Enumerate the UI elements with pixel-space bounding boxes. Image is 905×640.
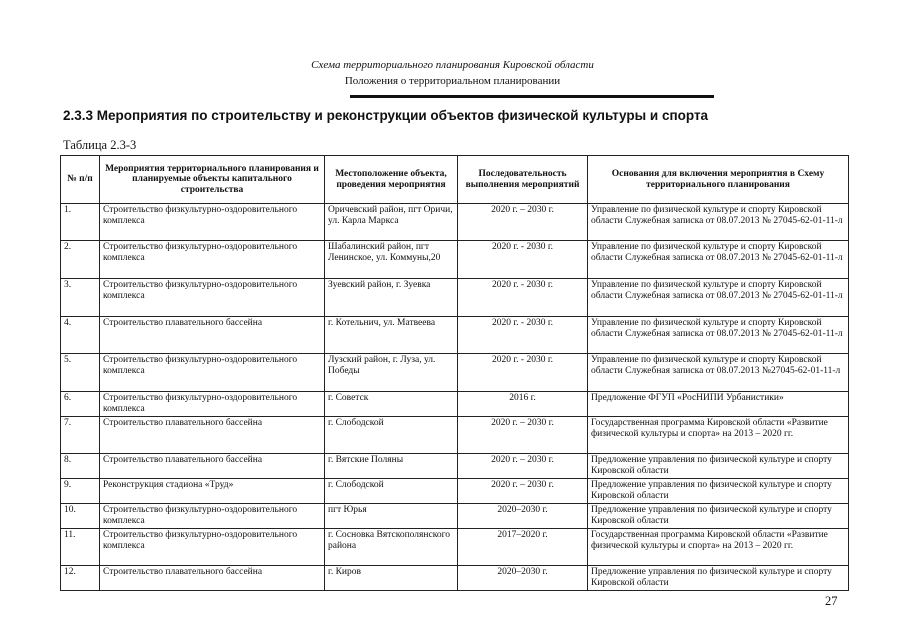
- row-measure: Строительство физкультурно-оздоровительного комплекса: [100, 354, 325, 392]
- table-row: [61, 392, 849, 417]
- row-basis: Государственная программа Кировской области «Развитие физической культуры и спорта» на 2013 – 2020 гг.: [588, 529, 849, 566]
- table-row: [61, 479, 849, 504]
- row-period: 2020 г. – 2030 г.: [458, 479, 588, 504]
- row-basis: Управление по физической культуре и спорту Кировской области Служебная записка от 08.07.2013 № 27045-62-01-11-л: [588, 241, 849, 279]
- row-basis: Предложение ФГУП «РосНИПИ Урбанистики»: [588, 392, 849, 417]
- row-measure: Строительство физкультурно-оздоровительного комплекса: [100, 392, 325, 417]
- row-measure: Строительство физкультурно-оздоровительного комплекса: [100, 529, 325, 566]
- section-title: 2.3.3 Мероприятия по строительству и реконструкции объектов физической культуры и спорта: [63, 108, 709, 123]
- column-header-period: Последовательность выполнения мероприятий: [458, 156, 588, 204]
- row-period: 2020–2030 г.: [458, 566, 588, 591]
- row-location: Шабалинский район, пгт Ленинское, ул. Коммуны,20: [325, 241, 458, 279]
- row-period: 2017–2020 г.: [458, 529, 588, 566]
- table-row: [61, 504, 849, 529]
- row-number: 11.: [61, 529, 100, 566]
- table-row: [61, 417, 849, 454]
- row-location: г. Слободской: [325, 417, 458, 454]
- table-row: [61, 241, 849, 279]
- row-basis: Управление по физической культуре и спорту Кировской области Служебная записка от 08.07.2013 № 27045-62-01-11-л: [588, 204, 849, 241]
- table-row: [61, 529, 849, 566]
- row-basis: Государственная программа Кировской области «Развитие физической культуры и спорта» на 2013 – 2020 гг.: [588, 417, 849, 454]
- row-basis: Предложение управления по физической культуре и спорту Кировской области: [588, 566, 849, 591]
- row-measure: Строительство физкультурно-оздоровительного комплекса: [100, 279, 325, 317]
- row-location: г. Советск: [325, 392, 458, 417]
- row-number: 10.: [61, 504, 100, 529]
- page-number: 27: [825, 594, 838, 608]
- row-location: г. Котельнич, ул. Матвеева: [325, 317, 458, 354]
- row-basis: Предложение управления по физической культуре и спорту Кировской области: [588, 454, 849, 479]
- table-row: [61, 279, 849, 317]
- row-number: 7.: [61, 417, 100, 454]
- row-number: 8.: [61, 454, 100, 479]
- row-basis: Предложение управления по физической культуре и спорту Кировской области: [588, 479, 849, 504]
- column-header-location: Местоположение объекта, проведения мероприятия: [325, 156, 458, 204]
- row-basis: Предложение управления по физической культуре и спорту Кировской области: [588, 504, 849, 529]
- row-number: 2.: [61, 241, 100, 279]
- row-number: 3.: [61, 279, 100, 317]
- column-header-measure: Мероприятия территориального планирования и планируемые объекты капитального строительства: [100, 156, 325, 204]
- table-row: [61, 317, 849, 354]
- row-period: 2020 г. - 2030 г.: [458, 354, 588, 392]
- row-period: 2020 г. - 2030 г.: [458, 279, 588, 317]
- row-period: 2020–2030 г.: [458, 504, 588, 529]
- row-number: 1.: [61, 204, 100, 241]
- row-period: 2016 г.: [458, 392, 588, 417]
- row-basis: Управление по физической культуре и спорту Кировской области Служебная записка от 08.07.2013 №27045-62-01-11-л: [588, 354, 849, 392]
- row-location: Оричевский район, пгт Оричи, ул. Карла Маркса: [325, 204, 458, 241]
- row-basis: Управление по физической культуре и спорту Кировской области Служебная записка от 08.07.2013 № 27045-62-01-11-л: [588, 317, 849, 354]
- row-period: 2020 г. – 2030 г.: [458, 417, 588, 454]
- row-period: 2020 г. – 2030 г.: [458, 204, 588, 241]
- row-basis: Управление по физической культуре и спорту Кировской области Служебная записка от 08.07.2013 № 27045-62-01-11-л: [588, 279, 849, 317]
- row-period: 2020 г. - 2030 г.: [458, 241, 588, 279]
- table-row: [61, 204, 849, 241]
- row-number: 4.: [61, 317, 100, 354]
- row-measure: Строительство физкультурно-оздоровительного комплекса: [100, 241, 325, 279]
- table-row: [61, 454, 849, 479]
- document-header-subtitle: Положения о территориальном планировании: [344, 75, 561, 87]
- row-location: Лузский район, г. Луза, ул. Победы: [325, 354, 458, 392]
- row-location: пгт Юрья: [325, 504, 458, 529]
- row-period: 2020 г. - 2030 г.: [458, 317, 588, 354]
- row-measure: Строительство физкультурно-оздоровительного комплекса: [100, 204, 325, 241]
- row-number: 6.: [61, 392, 100, 417]
- row-measure: Строительство плавательного бассейна: [100, 317, 325, 354]
- table-label: Таблица 2.3-3: [63, 138, 137, 152]
- row-number: 5.: [61, 354, 100, 392]
- header-rule: [350, 95, 714, 98]
- row-measure: Строительство плавательного бассейна: [100, 454, 325, 479]
- table-header-row: [61, 156, 849, 204]
- row-location: г. Вятские Поляны: [325, 454, 458, 479]
- row-location: г. Слободской: [325, 479, 458, 504]
- row-location: г. Сосновка Вятскополянского района: [325, 529, 458, 566]
- measures-table: [60, 155, 849, 591]
- column-header-number: № п/п: [61, 156, 100, 204]
- document-header-title: Схема территориального планирования Кировской области: [311, 59, 594, 71]
- row-location: г. Киров: [325, 566, 458, 591]
- row-number: 12.: [61, 566, 100, 591]
- row-measure: Строительство плавательного бассейна: [100, 417, 325, 454]
- row-period: 2020 г. – 2030 г.: [458, 454, 588, 479]
- row-number: 9.: [61, 479, 100, 504]
- column-header-basis: Основания для включения мероприятия в Схему территориального планирования: [588, 156, 849, 204]
- table-row: [61, 354, 849, 392]
- row-location: Зуевский район, г. Зуевка: [325, 279, 458, 317]
- row-measure: Строительство плавательного бассейна: [100, 566, 325, 591]
- row-measure: Строительство физкультурно-оздоровительного комплекса: [100, 504, 325, 529]
- table-row: [61, 566, 849, 591]
- row-measure: Реконструкция стадиона «Труд»: [100, 479, 325, 504]
